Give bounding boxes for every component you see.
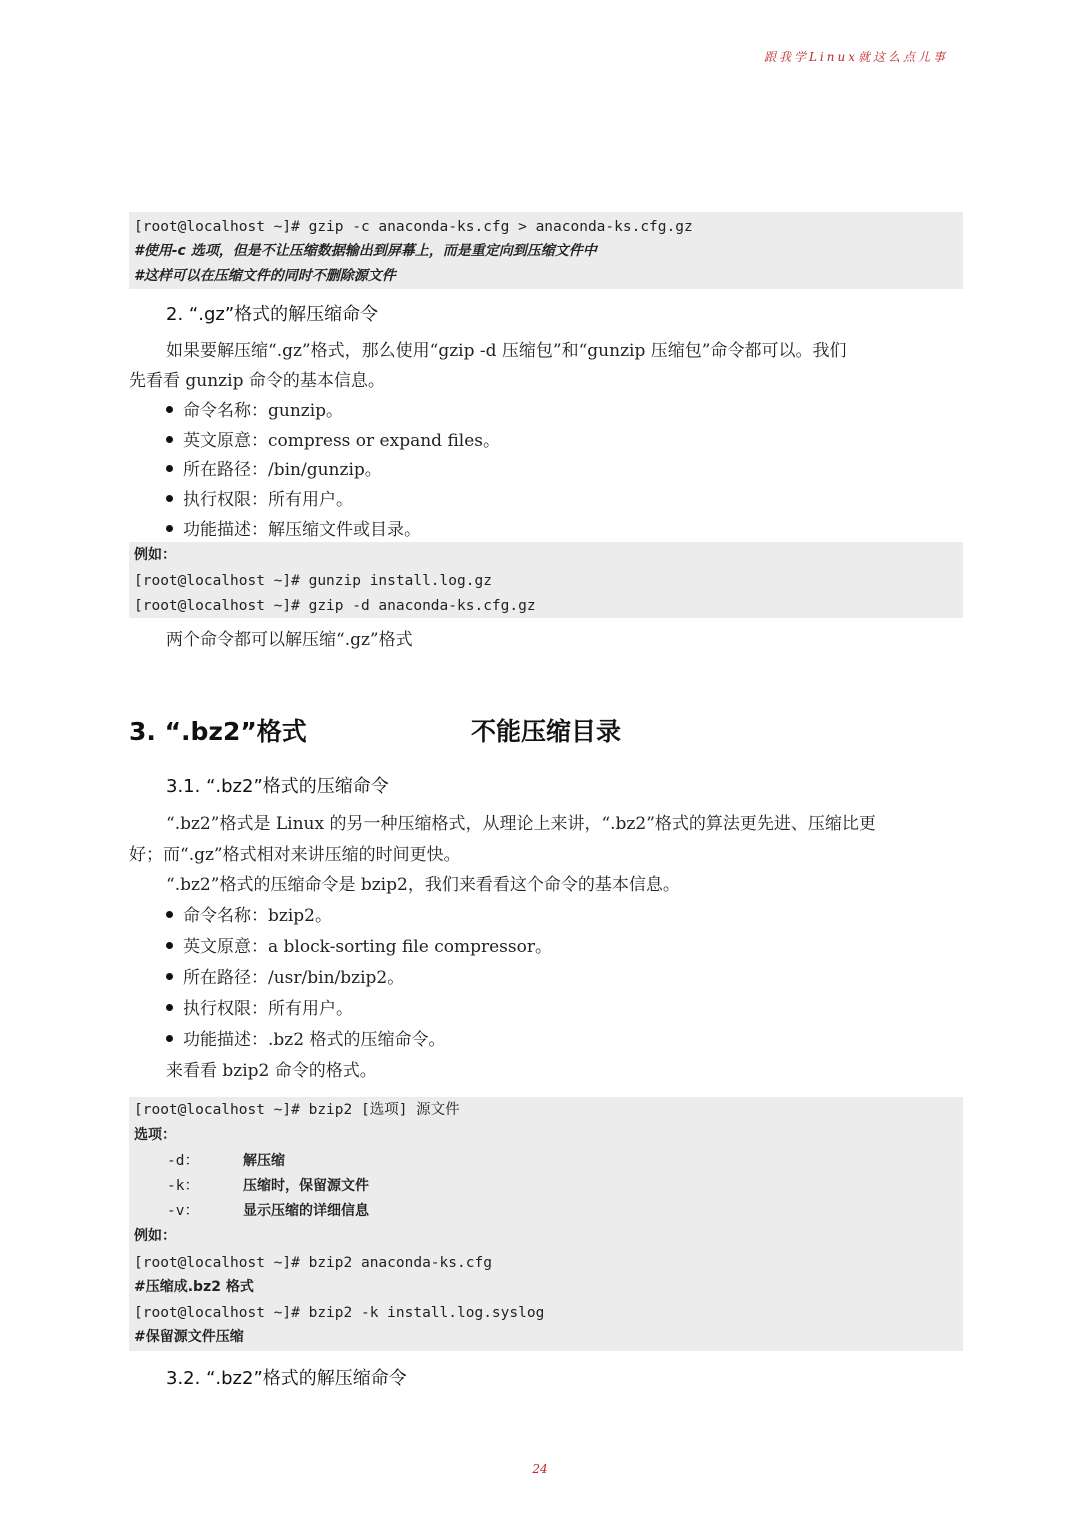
bullet-icon bbox=[166, 436, 173, 443]
code-comment: #压缩成.bz2 格式 bbox=[134, 1279, 254, 1295]
option-flag: -v： bbox=[167, 1203, 199, 1219]
code-block-bzip2 bbox=[129, 1097, 963, 1351]
option-flag: -k： bbox=[167, 1178, 199, 1194]
code-label: 例如： bbox=[134, 547, 176, 563]
bullet-icon bbox=[166, 495, 173, 502]
list-item: 功能描述：.bz2 格式的压缩命令。 bbox=[166, 1028, 445, 1052]
subsection-heading: 3.1. “.bz2”格式的压缩命令 bbox=[166, 776, 389, 797]
option-desc: 压缩时，保留源文件 bbox=[243, 1178, 369, 1194]
code-label: 选项： bbox=[134, 1127, 176, 1143]
code-line: [root@localhost ~]# bzip2 anaconda-ks.cfg bbox=[134, 1255, 492, 1271]
bullet-icon bbox=[166, 942, 173, 949]
bullet-icon bbox=[166, 465, 173, 472]
code-block-gunzip bbox=[129, 542, 963, 618]
bullet-icon bbox=[166, 1004, 173, 1011]
code-comment: #这样可以在压缩文件的同时不删除源文件 bbox=[134, 268, 396, 284]
list-item: 执行权限：所有用户。 bbox=[166, 997, 353, 1021]
option-flag: -d： bbox=[167, 1153, 199, 1169]
list-item: 命令名称：gunzip。 bbox=[166, 399, 343, 423]
option-desc: 显示压缩的详细信息 bbox=[243, 1203, 369, 1219]
chapter-heading-note: 不能压缩目录 bbox=[471, 717, 622, 746]
list-item: 执行权限：所有用户。 bbox=[166, 488, 353, 512]
bullet-icon bbox=[166, 525, 173, 532]
code-line: [root@localhost ~]# bzip2 [选项] 源文件 bbox=[134, 1102, 460, 1118]
bullet-icon bbox=[166, 1035, 173, 1042]
list-item: 功能描述：解压缩文件或目录。 bbox=[166, 518, 421, 542]
code-line: [root@localhost ~]# gzip -c anaconda-ks.cfg > anaconda-ks.cfg.gz bbox=[134, 219, 693, 235]
bullet-icon bbox=[166, 406, 173, 413]
code-comment: #保留源文件压缩 bbox=[134, 1329, 244, 1345]
code-line: [root@localhost ~]# bzip2 -k install.log.syslog bbox=[134, 1305, 545, 1321]
code-block-gzip-c bbox=[129, 212, 963, 289]
bullet-icon bbox=[166, 973, 173, 980]
list-item: 英文原意：a block-sorting file compressor。 bbox=[166, 935, 552, 959]
code-line: [root@localhost ~]# gunzip install.log.gz bbox=[134, 573, 492, 589]
chapter-heading: 3. “.bz2”格式 bbox=[129, 717, 307, 746]
paragraph: “.bz2”格式的压缩命令是 bzip2，我们来看看这个命令的基本信息。 bbox=[166, 875, 680, 895]
paragraph: 两个命令都可以解压缩“.gz”格式 bbox=[166, 630, 413, 650]
list-item: 所在路径：/usr/bin/bzip2。 bbox=[166, 966, 404, 990]
code-label: 例如： bbox=[134, 1228, 176, 1244]
list-item: 英文原意：compress or expand files。 bbox=[166, 429, 500, 453]
list-item: 所在路径：/bin/gunzip。 bbox=[166, 458, 382, 482]
code-line: [root@localhost ~]# gzip -d anaconda-ks.cfg.gz bbox=[134, 598, 536, 614]
list-item: 命令名称：bzip2。 bbox=[166, 904, 332, 928]
paragraph: 来看看 bzip2 命令的格式。 bbox=[166, 1061, 377, 1081]
paragraph: 如果要解压缩“.gz”格式，那么使用“gzip -d 压缩包”和“gunzip 压缩包”命令都可以。我们 bbox=[166, 341, 847, 361]
page-number: 24 bbox=[532, 1462, 548, 1476]
paragraph: 好；而“.gz”格式相对来讲压缩的时间更快。 bbox=[129, 845, 461, 865]
option-desc: 解压缩 bbox=[243, 1153, 285, 1169]
paragraph: “.bz2”格式是 Linux 的另一种压缩格式，从理论上来讲，“.bz2”格式的算法更先进、压缩比更 bbox=[166, 814, 876, 834]
bullet-icon bbox=[166, 911, 173, 918]
subsection-heading: 3.2. “.bz2”格式的解压缩命令 bbox=[166, 1368, 407, 1389]
paragraph: 先看看 gunzip 命令的基本信息。 bbox=[129, 371, 385, 391]
code-comment: #使用-c 选项，但是不让压缩数据输出到屏幕上，而是重定向到压缩文件中 bbox=[134, 243, 597, 259]
section-heading: 2. “.gz”格式的解压缩命令 bbox=[166, 304, 379, 325]
running-header: 跟我学Linux就这么点儿事 bbox=[763, 50, 948, 64]
